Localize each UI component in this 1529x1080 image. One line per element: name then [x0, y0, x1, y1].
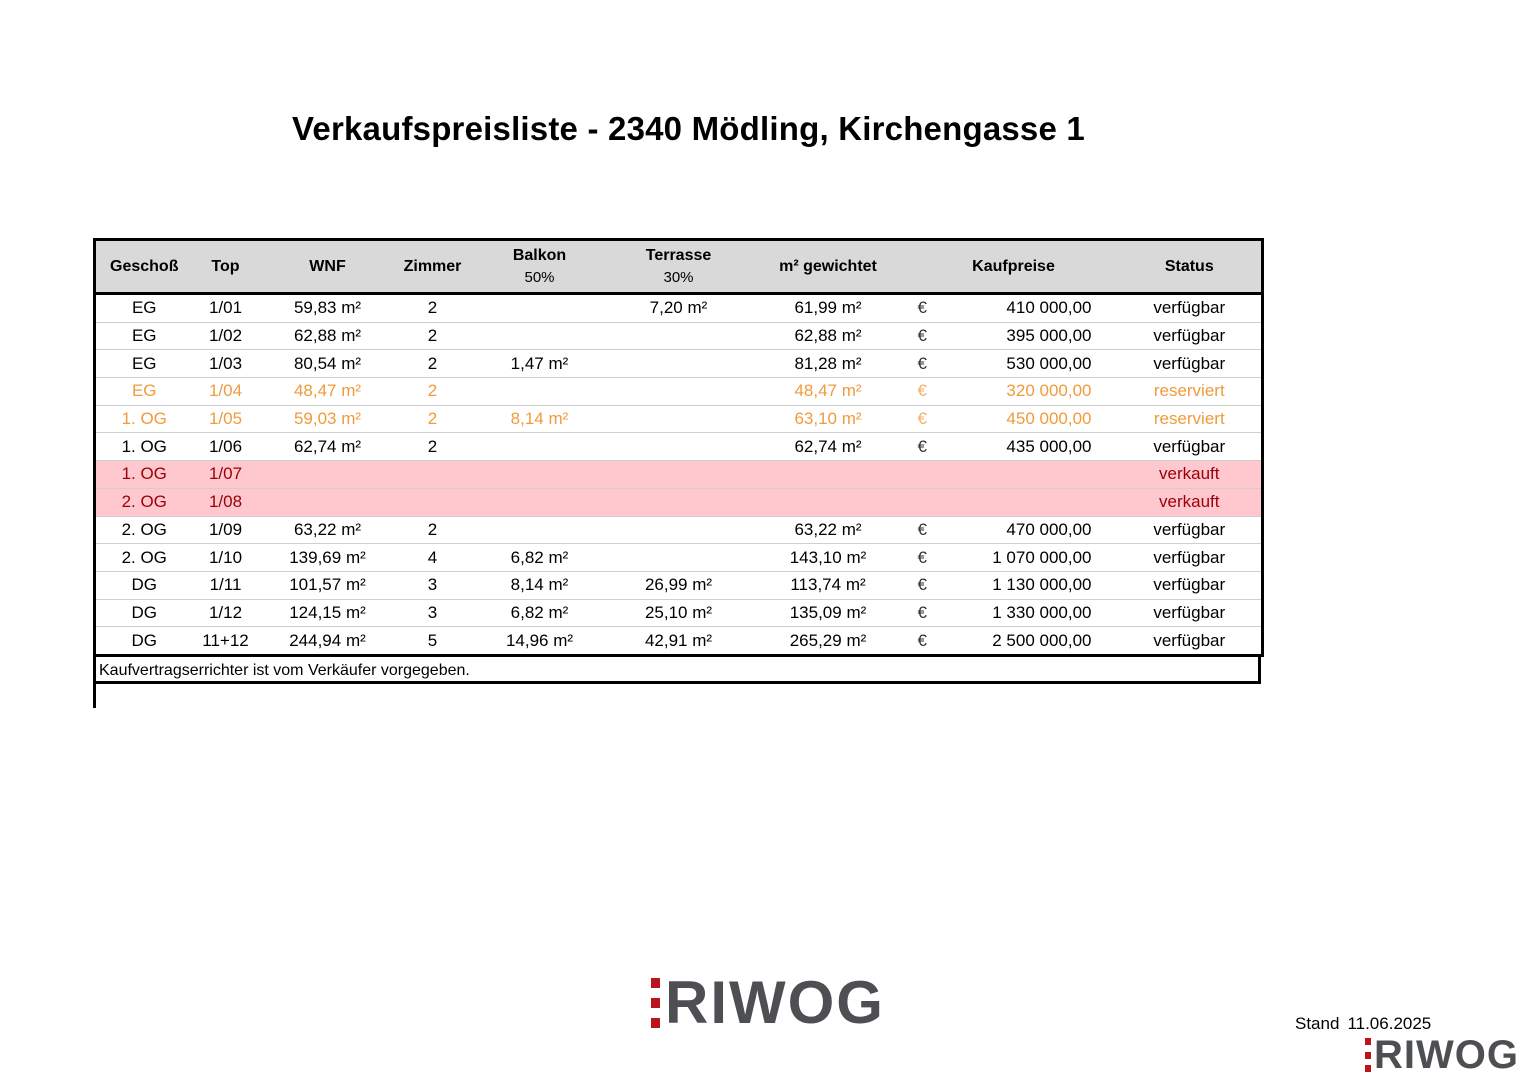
- cell-wnf: 48,47 m²: [259, 378, 397, 406]
- cell-geschoss: DG: [95, 599, 193, 627]
- cell-zimmer: 2: [397, 433, 469, 461]
- cell-balkon: [469, 322, 611, 350]
- cell-terrasse: [611, 322, 747, 350]
- cell-balkon: [469, 294, 611, 323]
- cell-gewichtet: 81,28 m²: [747, 350, 910, 378]
- cell-gewichtet: 113,74 m²: [747, 571, 910, 599]
- cell-status: verfügbar: [1118, 350, 1263, 378]
- cell-kaufpreis: 1 130 000,00: [944, 571, 1118, 599]
- stand-date: [1295, 1014, 1431, 1034]
- cell-wnf: 80,54 m²: [259, 350, 397, 378]
- cell-gewichtet: 63,22 m²: [747, 516, 910, 544]
- cell-zimmer: 2: [397, 516, 469, 544]
- cell-balkon: 6,82 m²: [469, 599, 611, 627]
- cell-gewichtet: 63,10 m²: [747, 405, 910, 433]
- cell-top: 1/02: [193, 322, 259, 350]
- cell-zimmer: [397, 461, 469, 489]
- cell-currency: €: [910, 350, 944, 378]
- cell-status: verfügbar: [1118, 571, 1263, 599]
- table-row: [95, 516, 1263, 544]
- table-header-row: [95, 240, 1263, 294]
- cell-balkon: 6,82 m²: [469, 544, 611, 572]
- table-row: [95, 433, 1263, 461]
- cell-top: 1/04: [193, 378, 259, 406]
- cell-geschoss: DG: [95, 571, 193, 599]
- cell-top: 1/11: [193, 571, 259, 599]
- riwog-logo: [651, 969, 885, 1036]
- cell-geschoss: EG: [95, 350, 193, 378]
- header-terrasse-label: Terrasse: [645, 246, 712, 264]
- table-row: [95, 322, 1263, 350]
- cell-geschoss: 1. OG: [95, 433, 193, 461]
- cell-balkon: [469, 516, 611, 544]
- cell-terrasse: 26,99 m²: [611, 571, 747, 599]
- cell-kaufpreis: 320 000,00: [944, 378, 1118, 406]
- table-row: [95, 405, 1263, 433]
- cell-gewichtet: [747, 488, 910, 516]
- cell-balkon: [469, 461, 611, 489]
- cell-zimmer: 2: [397, 350, 469, 378]
- cell-zimmer: 2: [397, 378, 469, 406]
- cell-currency: €: [910, 516, 944, 544]
- table-row: [95, 544, 1263, 572]
- cell-balkon: 1,47 m²: [469, 350, 611, 378]
- cell-zimmer: 2: [397, 294, 469, 323]
- cell-balkon: 14,96 m²: [469, 627, 611, 656]
- logo-mark-icon-small: [1365, 1038, 1371, 1072]
- cell-balkon: [469, 488, 611, 516]
- cell-top: 1/03: [193, 350, 259, 378]
- page-title: Verkaufspreisliste - 2340 Mödling, Kirchengasse 1: [292, 110, 1085, 147]
- cell-wnf: 62,74 m²: [259, 433, 397, 461]
- cell-currency: [910, 461, 944, 489]
- cell-zimmer: [397, 488, 469, 516]
- cell-wnf: [259, 461, 397, 489]
- cell-currency: €: [910, 322, 944, 350]
- cell-gewichtet: [747, 461, 910, 489]
- cell-status: verfügbar: [1118, 433, 1263, 461]
- sheet-border-line: [93, 681, 96, 708]
- cell-kaufpreis: [944, 488, 1118, 516]
- cell-geschoss: 2. OG: [95, 544, 193, 572]
- cell-balkon: [469, 378, 611, 406]
- cell-currency: €: [910, 405, 944, 433]
- header-terrasse: [611, 240, 747, 294]
- cell-balkon: [469, 433, 611, 461]
- cell-kaufpreis: 470 000,00: [944, 516, 1118, 544]
- cell-zimmer: 3: [397, 599, 469, 627]
- header-balkon: [469, 240, 611, 294]
- header-terrasse-percent: 30%: [663, 268, 694, 286]
- cell-geschoss: 1. OG: [95, 405, 193, 433]
- stand-label: Stand: [1295, 1014, 1340, 1033]
- cell-gewichtet: 265,29 m²: [747, 627, 910, 656]
- cell-wnf: 101,57 m²: [259, 571, 397, 599]
- header-wnf: WNF: [259, 240, 397, 294]
- cell-balkon: 8,14 m²: [469, 571, 611, 599]
- logo-wordmark: RIWOG: [665, 969, 885, 1036]
- header-top: Top: [193, 240, 259, 294]
- cell-top: 11+12: [193, 627, 259, 656]
- cell-gewichtet: 62,74 m²: [747, 433, 910, 461]
- cell-wnf: 59,83 m²: [259, 294, 397, 323]
- footnote: Kaufvertragserrichter ist vom Verkäufer vorgegeben.: [93, 657, 1261, 684]
- logo-mark-icon: [651, 978, 660, 1028]
- table-row: [95, 461, 1263, 489]
- cell-terrasse: [611, 516, 747, 544]
- cell-kaufpreis: 450 000,00: [944, 405, 1118, 433]
- cell-gewichtet: 48,47 m²: [747, 378, 910, 406]
- cell-status: verfügbar: [1118, 599, 1263, 627]
- header-kaufpreise: Kaufpreise: [910, 240, 1118, 294]
- header-m2-gewichtet: m² gewichtet: [747, 240, 910, 294]
- cell-currency: €: [910, 294, 944, 323]
- cell-status: verfügbar: [1118, 516, 1263, 544]
- table-row: [95, 627, 1263, 656]
- table-row: [95, 378, 1263, 406]
- cell-top: 1/12: [193, 599, 259, 627]
- cell-top: 1/05: [193, 405, 259, 433]
- cell-terrasse: [611, 488, 747, 516]
- header-status: Status: [1118, 240, 1263, 294]
- price-list-sheet: [93, 238, 1261, 684]
- cell-wnf: 62,88 m²: [259, 322, 397, 350]
- cell-zimmer: 4: [397, 544, 469, 572]
- cell-terrasse: [611, 544, 747, 572]
- cell-geschoss: EG: [95, 378, 193, 406]
- cell-kaufpreis: 1 330 000,00: [944, 599, 1118, 627]
- cell-kaufpreis: [944, 461, 1118, 489]
- cell-geschoss: 2. OG: [95, 516, 193, 544]
- cell-geschoss: 2. OG: [95, 488, 193, 516]
- cell-terrasse: [611, 350, 747, 378]
- cell-kaufpreis: 530 000,00: [944, 350, 1118, 378]
- cell-currency: €: [910, 544, 944, 572]
- cell-geschoss: EG: [95, 294, 193, 323]
- cell-terrasse: [611, 405, 747, 433]
- cell-top: 1/06: [193, 433, 259, 461]
- cell-status: verkauft: [1118, 461, 1263, 489]
- cell-geschoss: 1. OG: [95, 461, 193, 489]
- cell-geschoss: DG: [95, 627, 193, 656]
- cell-status: verfügbar: [1118, 294, 1263, 323]
- cell-status: reserviert: [1118, 378, 1263, 406]
- cell-balkon: 8,14 m²: [469, 405, 611, 433]
- cell-zimmer: 2: [397, 322, 469, 350]
- table-row: [95, 350, 1263, 378]
- cell-kaufpreis: 410 000,00: [944, 294, 1118, 323]
- logo-wordmark-small: RIWOG: [1374, 1033, 1519, 1077]
- cell-currency: [910, 488, 944, 516]
- cell-kaufpreis: 435 000,00: [944, 433, 1118, 461]
- cell-status: verfügbar: [1118, 322, 1263, 350]
- cell-top: 1/10: [193, 544, 259, 572]
- cell-currency: €: [910, 627, 944, 656]
- cell-wnf: 124,15 m²: [259, 599, 397, 627]
- cell-currency: €: [910, 599, 944, 627]
- header-geschoss: Geschoß: [95, 240, 193, 294]
- cell-geschoss: EG: [95, 322, 193, 350]
- table-row: [95, 294, 1263, 323]
- cell-terrasse: [611, 461, 747, 489]
- cell-currency: €: [910, 378, 944, 406]
- cell-terrasse: [611, 433, 747, 461]
- cell-zimmer: 3: [397, 571, 469, 599]
- cell-terrasse: 42,91 m²: [611, 627, 747, 656]
- table-row: [95, 488, 1263, 516]
- cell-gewichtet: 61,99 m²: [747, 294, 910, 323]
- cell-gewichtet: 62,88 m²: [747, 322, 910, 350]
- cell-zimmer: 5: [397, 627, 469, 656]
- table-row: [95, 571, 1263, 599]
- header-zimmer: Zimmer: [397, 240, 469, 294]
- cell-currency: €: [910, 433, 944, 461]
- cell-terrasse: [611, 378, 747, 406]
- cell-terrasse: 25,10 m²: [611, 599, 747, 627]
- riwog-logo-small: [1365, 1033, 1519, 1077]
- price-table: [93, 238, 1264, 657]
- cell-wnf: 244,94 m²: [259, 627, 397, 656]
- header-balkon-label: Balkon: [512, 246, 567, 264]
- cell-terrasse: 7,20 m²: [611, 294, 747, 323]
- cell-status: reserviert: [1118, 405, 1263, 433]
- cell-gewichtet: 143,10 m²: [747, 544, 910, 572]
- cell-kaufpreis: 2 500 000,00: [944, 627, 1118, 656]
- cell-gewichtet: 135,09 m²: [747, 599, 910, 627]
- cell-wnf: 59,03 m²: [259, 405, 397, 433]
- cell-top: 1/08: [193, 488, 259, 516]
- stand-value: 11.06.2025: [1347, 1014, 1432, 1033]
- cell-top: 1/07: [193, 461, 259, 489]
- cell-wnf: [259, 488, 397, 516]
- cell-wnf: 139,69 m²: [259, 544, 397, 572]
- cell-kaufpreis: 395 000,00: [944, 322, 1118, 350]
- cell-top: 1/01: [193, 294, 259, 323]
- cell-status: verkauft: [1118, 488, 1263, 516]
- table-row: [95, 599, 1263, 627]
- cell-status: verfügbar: [1118, 544, 1263, 572]
- cell-status: verfügbar: [1118, 627, 1263, 656]
- cell-top: 1/09: [193, 516, 259, 544]
- header-balkon-percent: 50%: [524, 268, 555, 286]
- cell-currency: €: [910, 571, 944, 599]
- cell-zimmer: 2: [397, 405, 469, 433]
- cell-kaufpreis: 1 070 000,00: [944, 544, 1118, 572]
- cell-wnf: 63,22 m²: [259, 516, 397, 544]
